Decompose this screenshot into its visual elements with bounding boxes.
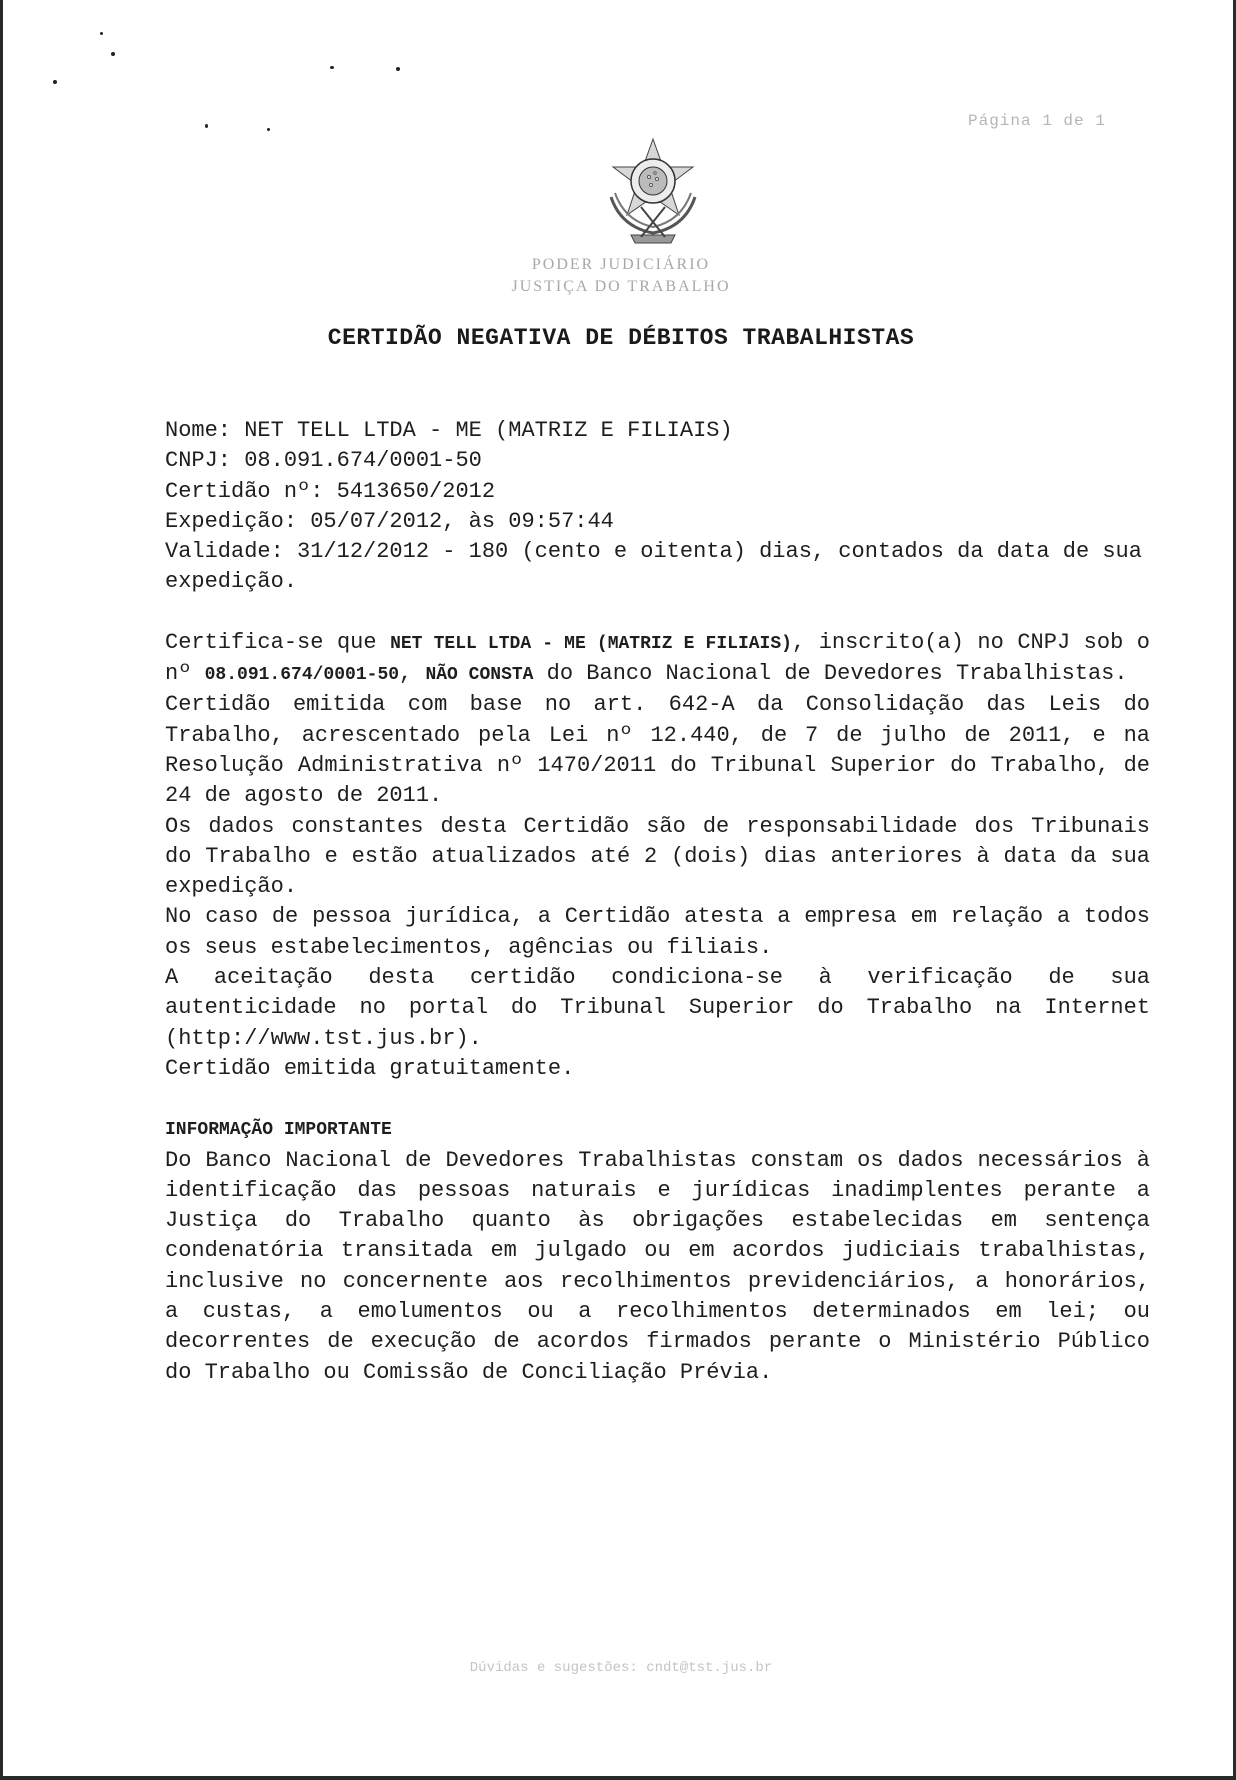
- certifica-suffix: do Banco Nacional de Devedores Trabalhistas.: [533, 661, 1128, 687]
- brazil-coat-of-arms-icon: [601, 137, 705, 247]
- scan-speck: [205, 124, 208, 128]
- scan-speck: [100, 32, 103, 35]
- company-cnpj: 08.091.674/0001-50: [204, 665, 400, 686]
- certifica-mid: , inscrito(a) no CNPJ sob o nº: [165, 629, 1151, 687]
- org-name-line1: PODER JUDICIÁRIO: [531, 256, 711, 273]
- authenticity-paragraph: A aceitação desta certidão condiciona-se à verificação de sua autenticidade no portal do Tribunal Superior do Trabalho na Internet (http://www.tst.jus.br).: [165, 965, 1150, 1051]
- info-heading-text: INFORMAÇÃO IMPORTANTE: [165, 1120, 392, 1141]
- info-heading: [165, 1114, 1150, 1145]
- scan-speck: [53, 80, 57, 84]
- document-title: CERTIDÃO NEGATIVA DE DÉBITOS TRABALHISTAS: [327, 325, 915, 351]
- org-name-line2: JUSTIÇA DO TRABALHO: [511, 278, 731, 295]
- certifica-comma: ,: [399, 661, 426, 687]
- field-cnpj: CNPJ: 08.091.674/0001-50: [165, 448, 482, 474]
- free-issue-paragraph: Certidão emitida gratuitamente.: [165, 1055, 575, 1081]
- company-name: NET TELL LTDA - ME (MATRIZ E FILIAIS): [390, 633, 792, 654]
- field-validade: Validade: 31/12/2012 - 180 (cento e oitenta) dias, contados da data de sua expedição.: [165, 539, 1142, 595]
- data-responsibility-paragraph: Os dados constantes desta Certidão são de responsabilidade dos Tribunais do Trabalho e estão atualizados até 2 (dois) dias anteriores à data da sua expedição.: [165, 813, 1150, 900]
- page-number: Página 1 de 1: [968, 112, 1106, 130]
- scan-speck: [330, 66, 334, 69]
- certifica-paragraph: [165, 628, 1150, 691]
- info-paragraph: Do Banco Nacional de Devedores Trabalhistas constam os dados necessários à identificação das pessoas naturais e jurídicas inadimplentes perante a Justiça do Trabalho quanto às obrigações estabelecidas em sentença condenatória transitada em julgado ou em acordos judiciais trabalhistas, inclusive no concernente aos recolhimentos previdenciários, a honorários, a custas, a emolumentos ou a recolhimentos determinados em lei; ou decorrentes de execução de acordos firmados perante o Ministério Público do Trabalho ou Comissão de Conciliação Prévia.: [165, 1147, 1150, 1385]
- certifica-prefix: Certifica-se que: [165, 629, 391, 655]
- field-expedicao: Expedição: 05/07/2012, às 09:57:44: [165, 508, 614, 534]
- footer-contact: Dúvidas e sugestões: cndt@tst.jus.br: [469, 1660, 773, 1676]
- field-nome: Nome: NET TELL LTDA - ME (MATRIZ E FILIAIS): [165, 418, 733, 443]
- scan-speck: [267, 128, 270, 131]
- scan-speck: [111, 52, 115, 56]
- document-body: [165, 416, 1150, 1388]
- legal-entity-paragraph: No caso de pessoa jurídica, a Certidão atesta a empresa em relação a todos os seus estabelecimentos, agências ou filiais.: [165, 904, 1150, 960]
- field-certidao: Certidão nº: 5413650/2012: [165, 478, 496, 504]
- legal-basis-paragraph: Certidão emitida com base no art. 642-A da Consolidação das Leis do Trabalho, acrescentado pela Lei nº 12.440, de 7 de julho de 2011, e na Resolução Administrativa nº 1470/2011 do Tribunal Superior do Trabalho, de 24 de agosto de 2011.: [165, 692, 1150, 809]
- scan-speck: [396, 67, 400, 71]
- status-nao-consta: NÃO CONSTA: [425, 665, 534, 686]
